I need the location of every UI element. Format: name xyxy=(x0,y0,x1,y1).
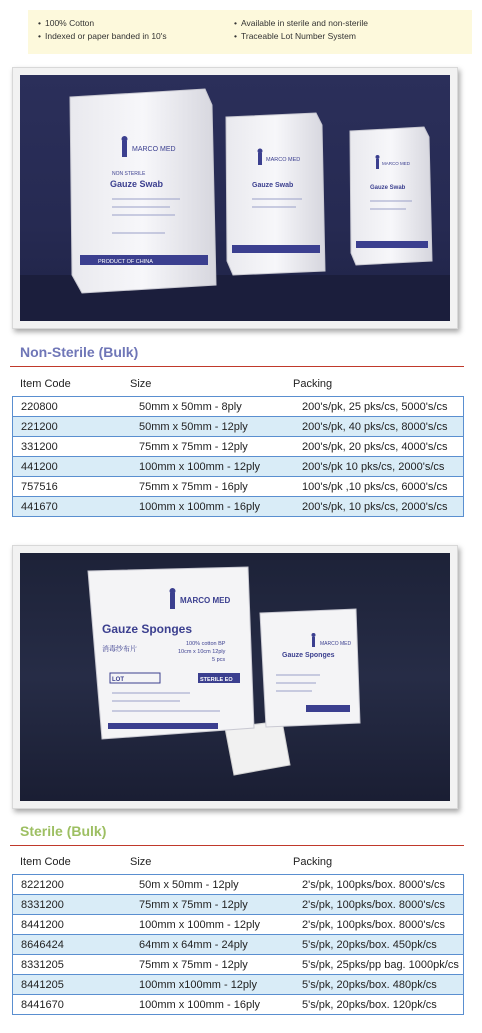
origin-text: PRODUCT OF CHINA xyxy=(98,259,153,265)
packing-cell: 200's/pk 10 pks/cs, 2000's/cs xyxy=(294,457,464,477)
item-code-cell: 221200 xyxy=(13,417,132,437)
features-box xyxy=(28,10,472,54)
size-cell: 100mm x 100mm - 16ply xyxy=(131,497,294,517)
packing-cell: 5's/pk, 20pks/box. 480pk/cs xyxy=(294,975,464,995)
item-code-cell: 757516 xyxy=(13,477,132,497)
packing-cell: 2's/pk, 100pks/box. 8000's/cs xyxy=(294,895,464,915)
item-code-cell: 8441670 xyxy=(13,995,132,1015)
item-code-cell: 8331200 xyxy=(13,895,132,915)
packing-cell: 200's/pk, 25 pks/cs, 5000's/cs xyxy=(294,397,464,417)
size-cell: 100mm x100mm - 12ply xyxy=(131,975,294,995)
grade-text: NON STERILE xyxy=(112,171,146,177)
feature-item: • Available in sterile and non-sterile xyxy=(234,17,368,30)
section-divider xyxy=(10,845,464,846)
col-header-item-code: Item Code xyxy=(20,378,71,390)
product-text-small: Gauze Sponges xyxy=(282,652,335,659)
brand-text-small: MARCO MED xyxy=(382,161,410,166)
item-code-cell: 220800 xyxy=(13,397,132,417)
features-right xyxy=(234,17,368,43)
table-row xyxy=(13,497,464,517)
item-code-cell: 8646424 xyxy=(13,935,132,955)
table-row xyxy=(13,417,464,437)
sterile-section-title: Sterile (Bulk) xyxy=(20,823,107,839)
packing-cell: 100's/pk ,10 pks/cs, 6000's/cs xyxy=(294,477,464,497)
feature-item: • Traceable Lot Number System xyxy=(234,30,368,43)
brand-text-medium: MARCO MED xyxy=(266,157,301,163)
item-code-cell: 8441205 xyxy=(13,975,132,995)
nonsterile-table xyxy=(12,396,464,517)
spec-text: 100% cotton BP xyxy=(186,641,226,647)
table-row xyxy=(13,935,464,955)
size-cell: 75mm x 75mm - 12ply xyxy=(131,895,294,915)
size-cell: 50mm x 50mm - 12ply xyxy=(131,417,294,437)
packing-cell: 5's/pk, 20pks/box. 120pk/cs xyxy=(294,995,464,1015)
item-code-cell: 8221200 xyxy=(13,875,132,895)
size-cell: 100mm x 100mm - 16ply xyxy=(131,995,294,1015)
packing-cell: 2's/pk, 100pks/box. 8000's/cs xyxy=(294,915,464,935)
count-text: 5 pcs xyxy=(212,657,226,663)
section-divider xyxy=(10,366,464,367)
lot-text: LOT xyxy=(112,677,124,683)
table-row xyxy=(13,457,464,477)
col-header-item-code: Item Code xyxy=(20,856,71,868)
brand-text: MARCO MED xyxy=(180,596,231,605)
table-row xyxy=(13,895,464,915)
photo-backdrop xyxy=(20,75,450,321)
brand-text-small: MARCO MED xyxy=(320,641,352,647)
col-header-packing: Packing xyxy=(293,856,333,868)
size-cell: 64mm x 64mm - 24ply xyxy=(131,935,294,955)
table-row xyxy=(13,995,464,1015)
item-code-cell: 8441200 xyxy=(13,915,132,935)
item-code-cell: 441200 xyxy=(13,457,132,477)
table-row xyxy=(13,397,464,417)
item-code-cell: 441670 xyxy=(13,497,132,517)
packing-cell: 5's/pk, 20pks/box. 450pk/cs xyxy=(294,935,464,955)
product-text: Gauze Swab xyxy=(110,179,164,189)
table-row xyxy=(13,875,464,895)
brand-text: MARCO MED xyxy=(132,146,176,153)
size-cell: 75mm x 75mm - 16ply xyxy=(131,477,294,497)
col-header-size: Size xyxy=(130,378,152,390)
feature-item: • 100% Cotton xyxy=(38,17,167,30)
table-row xyxy=(13,975,464,995)
chinese-text: 消毒纱布片 xyxy=(102,646,137,653)
col-header-packing: Packing xyxy=(293,378,333,390)
size-cell: 50m x 50mm - 12ply xyxy=(131,875,294,895)
product-text-medium: Gauze Swab xyxy=(252,182,294,189)
size-cell: 50mm x 50mm - 8ply xyxy=(131,397,294,417)
table-row xyxy=(13,477,464,497)
feature-item: • Indexed or paper banded in 10's xyxy=(38,30,167,43)
gauze-swab-packs-illustration xyxy=(20,75,450,321)
photo-backdrop xyxy=(20,553,450,801)
size-text: 10cm x 10cm 12ply xyxy=(178,649,226,655)
packing-cell: 2's/pk, 100pks/box. 8000's/cs xyxy=(294,875,464,895)
nonsterile-section-title: Non-Sterile (Bulk) xyxy=(20,344,139,360)
size-cell: 100mm x 100mm - 12ply xyxy=(131,457,294,477)
sterile-text: STERILE EO xyxy=(200,677,233,683)
item-code-cell: 8331205 xyxy=(13,955,132,975)
features-left xyxy=(38,17,167,43)
packing-cell: 5's/pk, 25pks/pp bag. 1000pk/cs xyxy=(294,955,464,975)
nonsterile-product-photo xyxy=(12,67,458,329)
size-cell: 75mm x 75mm - 12ply xyxy=(131,437,294,457)
table-row xyxy=(13,437,464,457)
table-row xyxy=(13,955,464,975)
packing-cell: 200's/pk, 20 pks/cs, 4000's/cs xyxy=(294,437,464,457)
product-text-small: Gauze Swab xyxy=(370,185,406,191)
size-cell: 100mm x 100mm - 12ply xyxy=(131,915,294,935)
item-code-cell: 331200 xyxy=(13,437,132,457)
size-cell: 75mm x 75mm - 12ply xyxy=(131,955,294,975)
sterile-table xyxy=(12,874,464,1015)
sterile-product-photo xyxy=(12,545,458,809)
packing-cell: 200's/pk, 40 pks/cs, 8000's/cs xyxy=(294,417,464,437)
table-row xyxy=(13,915,464,935)
product-text: Gauze Sponges xyxy=(102,622,193,636)
gauze-sponges-illustration xyxy=(20,553,450,801)
packing-cell: 200's/pk, 10 pks/cs, 2000's/cs xyxy=(294,497,464,517)
col-header-size: Size xyxy=(130,856,152,868)
